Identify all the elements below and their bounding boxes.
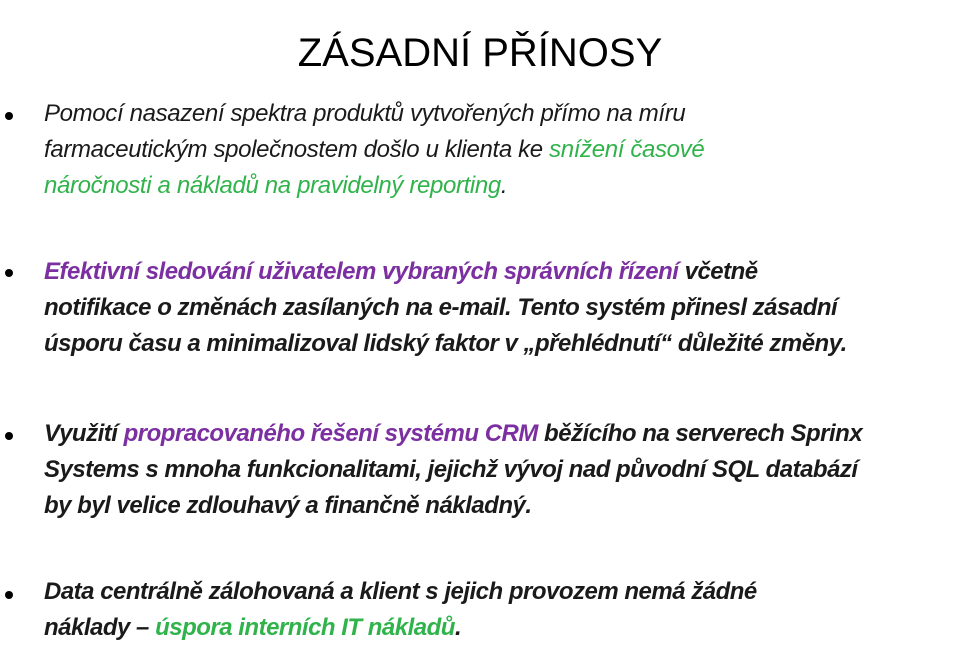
bullet-highlight-green: snížení časové náročnosti a nákladů na pravidelný reporting xyxy=(44,136,705,199)
bullet-dot-icon xyxy=(5,269,13,277)
bullet-highlight-purple: Efektivní sledování uživatelem vybraných správních řízení xyxy=(44,258,679,285)
bullet-text xyxy=(44,416,956,524)
bullet-segment: . xyxy=(500,172,508,199)
bullet-segment: . xyxy=(454,614,462,641)
bullet-highlight-green: úspora interních IT nákladů xyxy=(155,614,455,641)
bullet-segment: Pomocí nasazení spektra produktů vytvořených přímo na míru farmaceutickým společnostem došlo u klienta ke xyxy=(44,100,686,163)
bullet-segment: Využití xyxy=(44,420,124,447)
bullet-dot-icon xyxy=(5,591,13,599)
bullet-highlight-purple: propracovaného řešení systému CRM xyxy=(123,420,538,447)
bullet-dot-icon xyxy=(5,432,13,440)
bullet-segment: Data centrálně zálohovaná a klient s jejich provozem nemá žádné náklady – xyxy=(44,578,757,641)
bullet-segment: včetně notifikace o změnách zasílaných na e-mail. Tento systém přinesl zásadní úsporu času a minimalizoval lidský faktor v „přehlédnutí“ důležité změny. xyxy=(44,258,847,357)
bullet-text xyxy=(44,96,956,204)
bullet-text xyxy=(44,254,956,362)
bullet-text xyxy=(44,574,956,646)
slide-title: ZÁSADNÍ PŘÍNOSY xyxy=(297,30,663,75)
bullet-segment: běžícího na serverech Sprinx Systems s mnoha funkcionalitami, jejichž vývoj nad původní SQL databází by byl velice zdlouhavý a finančně nákladný. xyxy=(44,420,863,519)
bullet-dot-icon xyxy=(5,112,13,120)
